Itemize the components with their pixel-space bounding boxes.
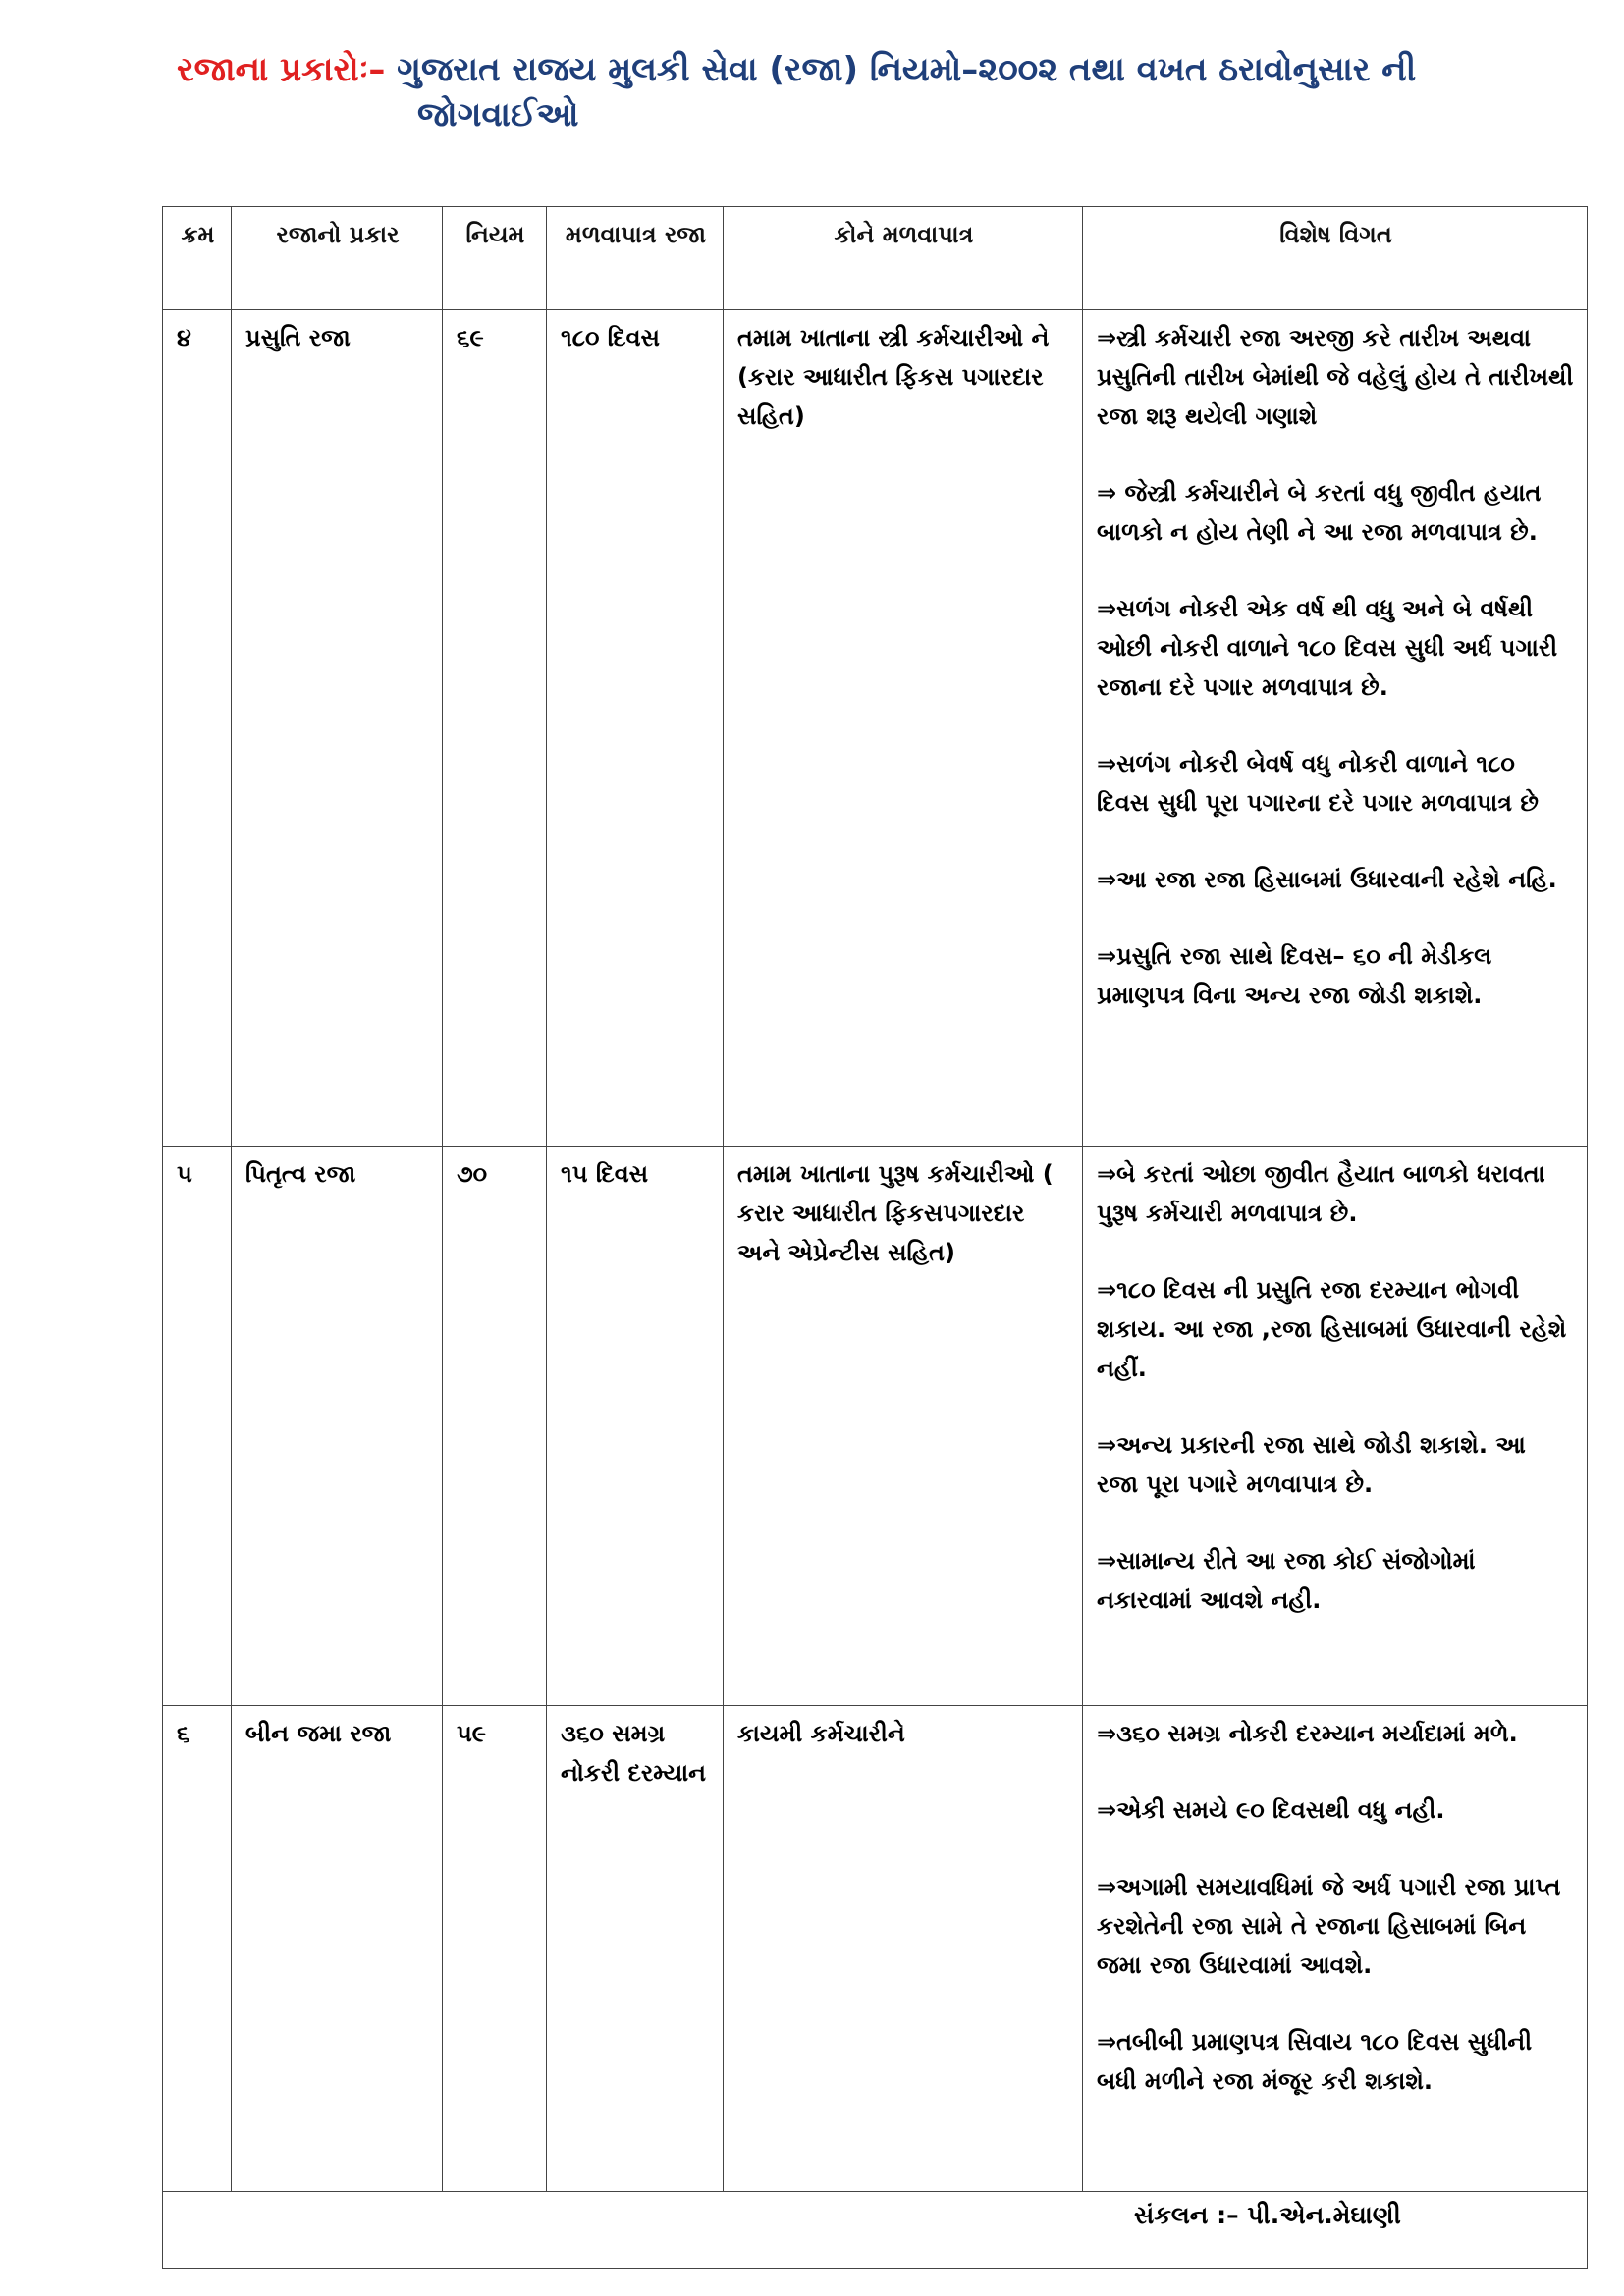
leave-rules-table: [162, 206, 1588, 2269]
detail-point: ⇒એકી સમયે ૯૦ દિવસથી વધુ નહી.: [1097, 1796, 1445, 1824]
table-row: [163, 310, 1588, 1147]
table-footer-row: [163, 2192, 1588, 2269]
detail-point: ⇒સામાન્ય રીતે આ રજા કોઈ સંજોગોમાં નકારવામાં આવશે નહી.: [1097, 1547, 1476, 1614]
cell-eligible-whom: તમામ ખાતાના સ્ત્રી કર્મચારીઓ ને (કરાર આધારીત ફિકસ પગારદાર સહિત): [724, 310, 1083, 1147]
cell-eligible-leave: ૧૫ દિવસ: [547, 1147, 724, 1706]
cell-rule: ૬૯: [443, 310, 547, 1147]
footer-cell: [163, 2192, 1588, 2269]
header-special-details: વિશેષ વિગત: [1083, 207, 1588, 310]
cell-rule: ૭૦: [443, 1147, 547, 1706]
table-row: [163, 1147, 1588, 1706]
cell-eligible-whom: કાયમી કર્મચારીને: [724, 1706, 1083, 2192]
detail-point: ⇒સળંગ નોકરી એક વર્ષ થી વધુ અને બે વર્ષથી ઓછી નોકરી વાળાને ૧૮૦ દિવસ સુધી અર્ધ પગારી રજાના દરે પગાર મળવાપાત્ર છે.: [1097, 595, 1558, 701]
detail-point: ⇒૩૬૦ સમગ્ર નોકરી દરમ્યાન મર્યાદામાં મળે.: [1097, 1720, 1518, 1747]
heading-title-line2: જોગવાઈઓ: [417, 95, 579, 134]
cell-eligible-leave: ૩૬૦ સમગ્ર નોકરી દરમ્યાન: [547, 1706, 724, 2192]
header-serial: ક્રમ: [163, 207, 232, 310]
heading-title-line1: ગુજરાત રાજય મુલકી સેવા (રજા) નિયમો–૨૦૦૨ તથા વખત ઠરાવોનુસાર ની: [385, 50, 1417, 89]
detail-point: ⇒અગામી સમયાવધિમાં જે અર્ધ પગારી રજા પ્રાપ્ત કરશેતેની રજા સામે તે રજાના હિસાબમાં બિન જમા રજા ઉધારવામાં આવશે.: [1097, 1873, 1561, 1979]
compiled-by: સંકલન :– પી.એન.મેઘાણી: [1134, 2201, 1401, 2229]
detail-point: ⇒તબીબી પ્રમાણપત્ર સિવાય ૧૮૦ દિવસ સુધીની બધી મળીને રજા મંજૂર કરી શકાશે.: [1097, 2028, 1533, 2095]
cell-serial: ૪: [163, 310, 232, 1147]
header-eligible-whom: કોને મળવાપાત્ર: [724, 207, 1083, 310]
cell-special-details: [1083, 310, 1588, 1147]
cell-special-details: [1083, 1147, 1588, 1706]
cell-leave-type: પિતૃત્વ રજા: [232, 1147, 443, 1706]
table-header-row: [163, 207, 1588, 310]
detail-point: ⇒પ્રસુતિ રજા સાથે દિવસ– ૬૦ ની મેડીકલ પ્રમાણપત્ર વિના અન્ય રજા જોડી શકાશે.: [1097, 942, 1492, 1009]
detail-point: ⇒સળંગ નોકરી બેવર્ષ વધુ નોકરી વાળાને ૧૮૦ દિવસ સુધી પૂરા પગારના દરે પગાર મળવાપાત્ર છે: [1097, 750, 1539, 817]
detail-point: ⇒૧૮૦ દિવસ ની પ્રસુતિ રજા દરમ્યાન ભોગવી શકાય. આ રજા ,રજા હિસાબમાં ઉધારવાની રહેશે નહીં.: [1097, 1276, 1567, 1382]
cell-leave-type: બીન જમા રજા: [232, 1706, 443, 2192]
cell-eligible-whom: તમામ ખાતાના પુરૂષ કર્મચારીઓ ( કરાર આધારીત ફિકસપગારદાર અને એપ્રેન્ટીસ સહિત): [724, 1147, 1083, 1706]
document-heading: [177, 47, 1453, 137]
cell-special-details: [1083, 1706, 1588, 2192]
header-eligible-leave: મળવાપાત્ર રજા: [547, 207, 724, 310]
heading-prefix: રજાના પ્રકારોઃ–: [177, 50, 386, 89]
header-rule: નિયમ: [443, 207, 547, 310]
detail-point: ⇒આ રજા રજા હિસાબમાં ઉધારવાની રહેશે નહિ.: [1097, 866, 1557, 893]
detail-point: ⇒સ્ત્રી કર્મચારી રજા અરજી કરે તારીખ અથવા પ્રસુતિની તારીખ બેમાંથી જે વહેલું હોય તે તારીખથી રજા શરૂ થયેલી ગણાશે: [1097, 324, 1574, 430]
cell-eligible-leave: ૧૮૦ દિવસ: [547, 310, 724, 1147]
detail-point: ⇒ જેસ્ત્રી કર્મચારીને બે કરતાં વધુ જીવીત હયાત બાળકો ન હોય તેણી ને આ રજા મળવાપાત્ર છે.: [1097, 479, 1542, 546]
cell-serial: ૫: [163, 1147, 232, 1706]
cell-serial: ૬: [163, 1706, 232, 2192]
cell-rule: ૫૯: [443, 1706, 547, 2192]
detail-point: ⇒બે કરતાં ઓછા જીવીત હૈયાત બાળકો ધરાવતા પુરૂષ કર્મચારી મળવાપાત્ર છે.: [1097, 1160, 1545, 1227]
table-row: [163, 1706, 1588, 2192]
cell-leave-type: પ્રસુતિ રજા: [232, 310, 443, 1147]
header-leave-type: રજાનો પ્રકાર: [232, 207, 443, 310]
detail-point: ⇒અન્ય પ્રકારની રજા સાથે જોડી શકાશે. આ રજા પૂરા પગારે મળવાપાત્ર છે.: [1097, 1431, 1526, 1498]
